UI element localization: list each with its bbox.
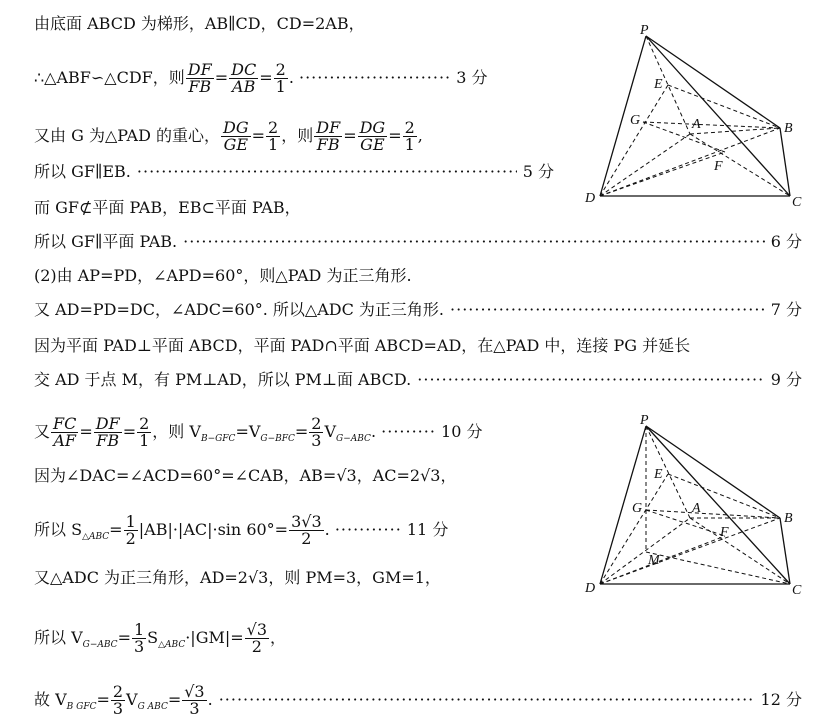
denominator: 1 (139, 431, 150, 450)
label-F: F (714, 159, 723, 174)
text: S (147, 628, 159, 647)
pyramid-figure-1-svg (580, 20, 810, 215)
subscript: B GFC (66, 702, 97, 713)
proof-line-9: 因为平面 PAD⊥平面 ABCD，平面 PAD∩平面 ABCD=AD，在△PAD 中，连接 PG 并延长 (34, 336, 691, 355)
numerator: DC (231, 60, 257, 79)
proof-line-5: 而 GF⊄平面 PAB，EB⊂平面 PAB， (34, 198, 301, 217)
text: = (109, 520, 123, 539)
fraction-2-3 (111, 684, 125, 717)
edge-de (600, 85, 668, 196)
score: 3 分 (456, 68, 488, 87)
text: |AB|·|AC|·sin 60°= (138, 520, 289, 539)
numerator: 2 (139, 414, 150, 433)
label-C: C (792, 195, 802, 210)
text: = (294, 422, 309, 441)
edge-da (600, 518, 690, 584)
text: . (207, 690, 213, 709)
text: ，则 (281, 126, 314, 145)
label-B: B (784, 511, 793, 526)
proof-line-15 (34, 622, 286, 655)
edge-df (600, 536, 725, 584)
text: 所以 S (34, 520, 83, 539)
text: . (370, 422, 377, 441)
denominator: AB (232, 77, 256, 96)
label-D: D (585, 581, 596, 596)
proof-line-4 (34, 162, 554, 182)
text: ， (270, 628, 287, 647)
denominator: 2 (301, 529, 312, 548)
edge-pb (646, 36, 780, 128)
numerator: √3 (246, 620, 268, 639)
pyramid-figure-1 (580, 20, 810, 219)
edge-pa (646, 426, 690, 518)
proof-line-13 (34, 514, 448, 547)
numerator: FC (53, 414, 77, 433)
dot-leader (183, 232, 765, 252)
label-F: F (720, 525, 729, 540)
fraction-1-2 (124, 514, 138, 547)
text: . (324, 520, 330, 539)
score: 7 分 (770, 300, 802, 319)
numerator: 2 (275, 60, 286, 79)
label-P: P (640, 23, 649, 38)
fraction-dc-ab (229, 62, 258, 95)
fraction-2-1 (274, 62, 288, 95)
denominator: 3 (133, 637, 145, 656)
numerator: DF (187, 60, 212, 79)
dot-leader (417, 370, 764, 390)
label-A: A (692, 501, 701, 516)
label-C: C (792, 583, 802, 598)
label-B: B (784, 121, 793, 136)
proof-line-1: 由底面 ABCD 为梯形，AB∥CD，CD=2AB， (34, 14, 365, 33)
denominator: AF (53, 431, 77, 450)
dot-leader: ··········· (334, 520, 402, 539)
denominator: 1 (275, 77, 286, 96)
fraction-2-3 (309, 416, 323, 449)
edge-df (600, 152, 725, 196)
text: V (126, 690, 138, 709)
numerator: DF (316, 118, 341, 137)
text: 所以 V (34, 628, 83, 647)
edge-gf (646, 510, 725, 536)
dot-leader (450, 300, 765, 320)
denominator: 2 (125, 529, 136, 548)
proof-line-8 (34, 300, 802, 320)
text: 又 (34, 422, 51, 441)
proof-line-11: 又 $\frac{FC}{AF}$ = $\frac{DF}{FB}$ = $\frac{2}{1}$ ，则 $V_{B-GFC}=V_{G-BFC}=$ $\frac{2}{3}$ $V_{G-ABC}$. ········· 10 分 (34, 414, 483, 450)
denominator: FB (316, 135, 340, 154)
numerator: 1 (133, 620, 145, 639)
proof-line-7: (2)由 AP=PD，∠APD=60°，则△PAD 为正三角形. (34, 266, 412, 285)
score: 12 分 (760, 690, 802, 709)
edge-gf (643, 122, 725, 152)
pyramid-figure-2-svg (580, 408, 810, 603)
label-G: G (630, 113, 641, 128)
text (34, 684, 213, 717)
fraction-2-1 (266, 120, 280, 153)
label-D: D (585, 191, 596, 206)
proof-line-3: 又由 G 为△PAD 的重心， $\frac{DG}{GE}$ = $\frac{2}{1}$ ，则 $\frac{DF}{FB}$ = $\frac{DG}{GE}$ = $\frac{2}{1}$ , (34, 118, 423, 154)
subscript: G−ABC (336, 434, 371, 445)
fraction-df-fb (314, 120, 342, 153)
edge-pb (646, 426, 780, 518)
subscript: B−GFC (200, 434, 236, 445)
numerator: 3√3 (291, 512, 322, 531)
edge-gb (643, 122, 780, 128)
text: V (324, 422, 337, 441)
subscript: △ABC (82, 532, 110, 543)
denominator: 2 (251, 637, 262, 656)
score: 11 分 (406, 520, 449, 539)
numerator: DG (223, 118, 249, 137)
score: 9 分 (770, 370, 802, 389)
edge-ac (690, 518, 790, 584)
label-M: M (648, 553, 660, 568)
text: ，则 V (152, 422, 201, 441)
fraction-3root3-2 (289, 514, 324, 547)
edge-db (600, 128, 780, 196)
fraction-fc-af (51, 416, 78, 449)
subscript: △ABC (158, 640, 186, 651)
text: 故 V (34, 690, 67, 709)
numerator: 1 (125, 512, 136, 531)
denominator: FB (96, 431, 120, 450)
fraction-root3-3 (182, 684, 206, 717)
denominator: GE (223, 135, 249, 154)
dot-leader: ········· (381, 422, 436, 441)
proof-line-12: 因为∠DAC=∠ACD=60°=∠CAB，AB=√3，AC=2√3， (34, 466, 457, 485)
text: 所以 GF∥EB. (34, 162, 131, 181)
fraction-df-fb (186, 62, 214, 95)
text: 又 AD=PD=DC，∠ADC=60°. 所以△ADC 为正三角形. (34, 300, 445, 319)
text: = (96, 690, 110, 709)
denominator: 3 (112, 699, 124, 718)
text: ∴△ABF∽△CDF，则 (34, 68, 185, 87)
numerator: 2 (268, 118, 279, 137)
fraction-root3-2 (245, 622, 269, 655)
fraction-df-fb (94, 416, 122, 449)
proof-line-10 (34, 370, 802, 390)
text: =V (235, 422, 261, 441)
proof-line-14: 又△ADC 为正三角形，AD=2√3，则 PM=3，GM=1， (34, 568, 441, 587)
fraction-2-1 (403, 120, 417, 153)
numerator: √3 (184, 682, 205, 701)
label-A: A (692, 117, 701, 132)
numerator: DG (359, 118, 386, 137)
numerator: DF (95, 414, 120, 433)
text: = (167, 690, 182, 709)
edge-mc (646, 552, 790, 584)
proof-line-6 (34, 232, 802, 252)
subscript: G−BFC (260, 434, 295, 445)
edge-da (600, 134, 690, 196)
text: 又由 G 为△PAD 的重心， (34, 126, 221, 145)
text: = (117, 628, 131, 647)
label-G: G (632, 501, 643, 516)
score: 10 分 (441, 422, 483, 441)
edge-pc (646, 426, 790, 584)
denominator: 1 (404, 135, 415, 154)
fraction-1-3 (132, 622, 146, 655)
numerator: 2 (404, 118, 415, 137)
proof-line-2: ∴△ABF∽△CDF，则 $\frac{DF}{FB}$ = $\frac{DC}{AB}$ = $\frac{2}{1}$ . ························· 3 分 (34, 60, 488, 96)
pyramid-figure-2 (580, 408, 810, 607)
dot-leader (219, 690, 755, 710)
label-P: P (640, 413, 649, 428)
numerator: 2 (112, 682, 124, 701)
label-E: E (654, 77, 663, 92)
label-E: E (654, 467, 663, 482)
dot-leader: ························· (298, 68, 452, 87)
denominator: 3 (311, 431, 322, 450)
subscript: G ABC (137, 702, 168, 713)
score: 6 分 (770, 232, 802, 251)
denominator: 3 (189, 699, 200, 718)
text: 交 AD 于点 M，有 PM⊥AD，所以 PM⊥面 ABCD. (34, 370, 412, 389)
text: 所以 GF∥平面 PAB. (34, 232, 178, 251)
text: ·|GM|= (185, 628, 244, 647)
subscript: G−ABC (82, 640, 118, 651)
fraction-dg-ge (221, 120, 251, 153)
score: 5 分 (522, 162, 554, 181)
fraction-2-1 (137, 416, 151, 449)
proof-line-16 (34, 684, 802, 717)
dot-leader (137, 162, 517, 182)
fraction-dg-ge (358, 120, 388, 153)
denominator: FB (188, 77, 212, 96)
numerator: 2 (311, 414, 322, 433)
denominator: 1 (268, 135, 279, 154)
denominator: GE (360, 135, 385, 154)
